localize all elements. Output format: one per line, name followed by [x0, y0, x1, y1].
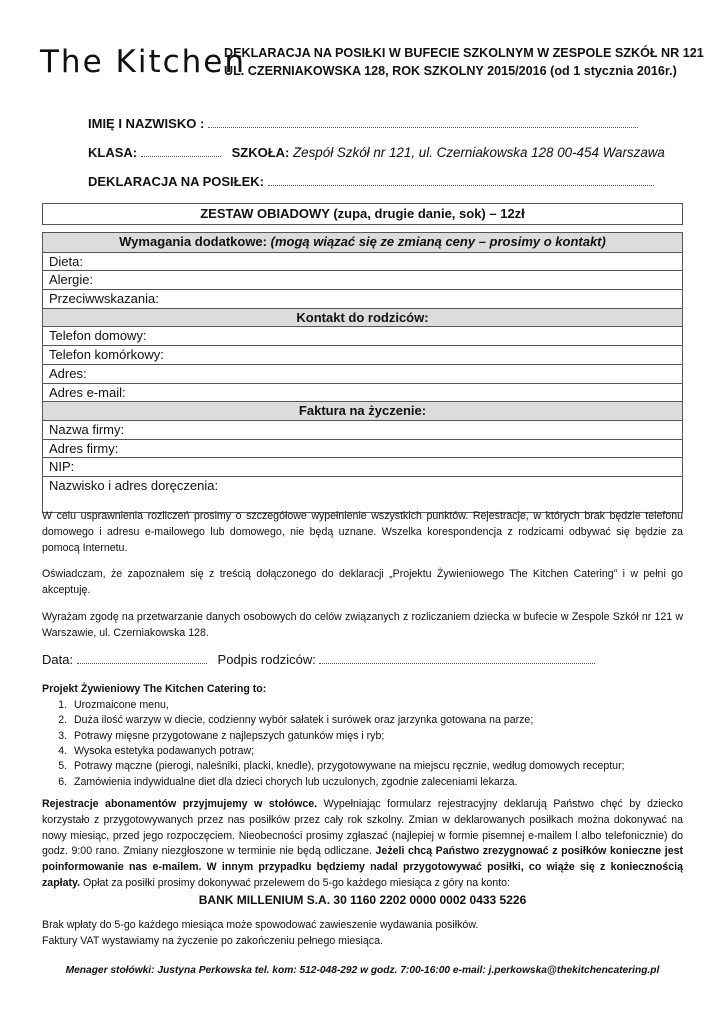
declaration-field — [88, 174, 654, 189]
signature-input-line[interactable] — [319, 652, 595, 664]
school-label: SZKOŁA: — [231, 145, 290, 160]
diet-row[interactable]: Dieta: — [43, 252, 682, 271]
name-field — [88, 116, 638, 131]
project-list — [42, 698, 683, 790]
nip-row[interactable]: NIP: — [43, 457, 682, 476]
registration-text-2: Opłat za posiłki prosimy dokonywać przelewem do 5-go każdego miesiąca z góry na konto: — [80, 876, 510, 889]
address-row[interactable]: Adres: — [43, 364, 682, 383]
requirements-header-note: (mogą wiązać się ze zmianą ceny – prosimy o kontakt) — [270, 234, 606, 249]
list-item: 6. Zamówienia indywidualne diet dla dzieci chorych lub uczulonych, zgodnie zaleceniami lekarza. — [70, 775, 683, 790]
footer-contact: Menager stołówki: Justyna Perkowska tel. kom: 512-048-292 w godz. 7:00-16:00 e-mail: j.perkowska@thekitchencatering.pl — [65, 965, 660, 976]
list-item: 3. Potrawy mięsne przygotowane z najlepszych gatunków mięs i ryb; — [70, 729, 683, 744]
list-item: 5. Potrawy mączne (pierogi, naleśniki, placki, knedle), przygotowywane na miejscu ręcznie, według domowych receptur; — [70, 759, 683, 774]
declaration-input-line[interactable] — [268, 174, 654, 186]
paragraph-instructions: W celu usprawnienia rozliczeń prosimy o szczegółowe wypełnienie wszystkich punktów. Rejestracje, w których brak będzie telefonu domowego i adresu e-mailowego lub domowego, nie będą uznane. Wszelka korespondencja z rodzicami odbywać się będzie za pomocą Internetu. — [42, 510, 683, 554]
requirements-header — [43, 233, 682, 252]
requirements-header-bold: Wymagania dodatkowe: — [119, 234, 271, 249]
meal-set-box — [42, 203, 683, 225]
logo: The Kitchen — [40, 44, 247, 80]
document-title — [224, 44, 704, 80]
school-value: Zespół Szkół nr 121, ul. Czerniakowska 128 00-454 Warszawa — [292, 145, 665, 160]
declaration-label: DEKLARACJA NA POSIŁEK: — [88, 174, 264, 189]
name-label: IMIĘ I NAZWISKO : — [88, 116, 205, 131]
list-item: 4. Wysoka estetyka podawanych potraw; — [70, 744, 683, 759]
class-label: KLASA: — [88, 145, 138, 160]
class-school-field — [88, 145, 665, 160]
registration-bold-1: Rejestracje abonamentów przyjmujemy w stołówce. — [42, 798, 318, 810]
signature-line — [42, 652, 595, 667]
meal-set-text: ZESTAW OBIADOWY (zupa, drugie danie, sok) – 12zł — [200, 206, 525, 221]
home-phone-row[interactable]: Telefon domowy: — [43, 326, 682, 345]
invoice-header: Faktura na życzenie: — [43, 401, 682, 420]
class-input-line[interactable] — [141, 145, 221, 157]
contraindications-row[interactable]: Przeciwwskazania: — [43, 289, 682, 308]
form-table — [42, 232, 683, 513]
registration-section — [42, 797, 683, 908]
email-row[interactable]: Adres e-mail: — [43, 383, 682, 402]
registration-text-1: Wypełniając formularz rejestracyjny deklarują Państwo chęć by dziecko korzystało z przygotowywanych przez nas posiłków przez cały rok szkolny. Zmian w deklarowanych posiłkach można dokonywać na nowy miesiąc, przed jego rozpoczęciem. Nieobecności prosimy zgłaszać (najlepiej w formie pisemnej e-mailem l albo telefonicznie) do godz. 9:00 rano. Zmiany niezgłoszone w terminie nie będą odliczane. — [42, 798, 683, 858]
company-address-row[interactable]: Adres firmy: — [43, 439, 682, 458]
company-name-row[interactable]: Nazwa firmy: — [43, 420, 682, 439]
contact-header: Kontakt do rodziców: — [43, 308, 682, 327]
notes-section — [42, 918, 683, 950]
allergies-row[interactable]: Alergie: — [43, 270, 682, 289]
paragraph-acceptance: Oświadczam, że zapoznałem się z treścią dołączonego do deklaracji „Projektu Żywieniowego The Kitchen Catering” i w pełni go akceptuję. — [42, 568, 683, 596]
registration-bold-2: Jeżeli chcą Państwo zrezygnować z posiłków konieczne jest poinformowanie nas e-mailem. W innym przypadku będziemy nadal przygotowywać posiłki, co wiąże się z koniecznością zapłaty. — [42, 845, 684, 889]
mobile-phone-row[interactable]: Telefon komórkowy: — [43, 345, 682, 364]
signature-label: Podpis rodziców: — [217, 652, 316, 667]
date-input-line[interactable] — [77, 652, 207, 664]
title-line-2: UL. CZERNIAKOWSKA 128, ROK SZKOLNY 2015/2016 (od 1 stycznia 2016r.) — [224, 64, 677, 78]
delivery-row[interactable]: Nazwisko i adres doręczenia: — [43, 476, 682, 512]
name-input-line[interactable] — [208, 116, 638, 128]
list-item: 2. Duża ilość warzyw w diecie, codzienny wybór sałatek i surówek oraz jarzynka gotowana na parze; — [70, 713, 683, 728]
project-title: Projekt Żywieniowy The Kitchen Catering to: — [42, 683, 267, 695]
list-item: 1. Urozmaicone menu, — [70, 698, 683, 713]
date-label: Data: — [42, 652, 74, 667]
note-line-2: Faktury VAT wystawiamy na życzenie po zakończeniu pełnego miesiąca. — [42, 934, 383, 947]
project-section — [42, 682, 683, 790]
title-line-1: DEKLARACJA NA POSIŁKI W BUFECIE SZKOLNYM W ZESPOLE SZKÓŁ NR 121 — [224, 46, 704, 60]
paragraph-consent: Wyrażam zgodę na przetwarzanie danych osobowych do celów związanych z rozliczaniem dziecka w bufecie w Zespole Szkół nr 121 w Warszawie, ul. Czerniakowska 128. — [42, 611, 683, 639]
note-line-1: Brak wpłaty do 5-go każdego miesiąca może spowodować zawieszenie wydawania posiłków. — [42, 919, 479, 931]
bank-account: BANK MILLENIUM S.A. 30 1160 2202 0000 0002 0433 5226 — [198, 892, 527, 907]
